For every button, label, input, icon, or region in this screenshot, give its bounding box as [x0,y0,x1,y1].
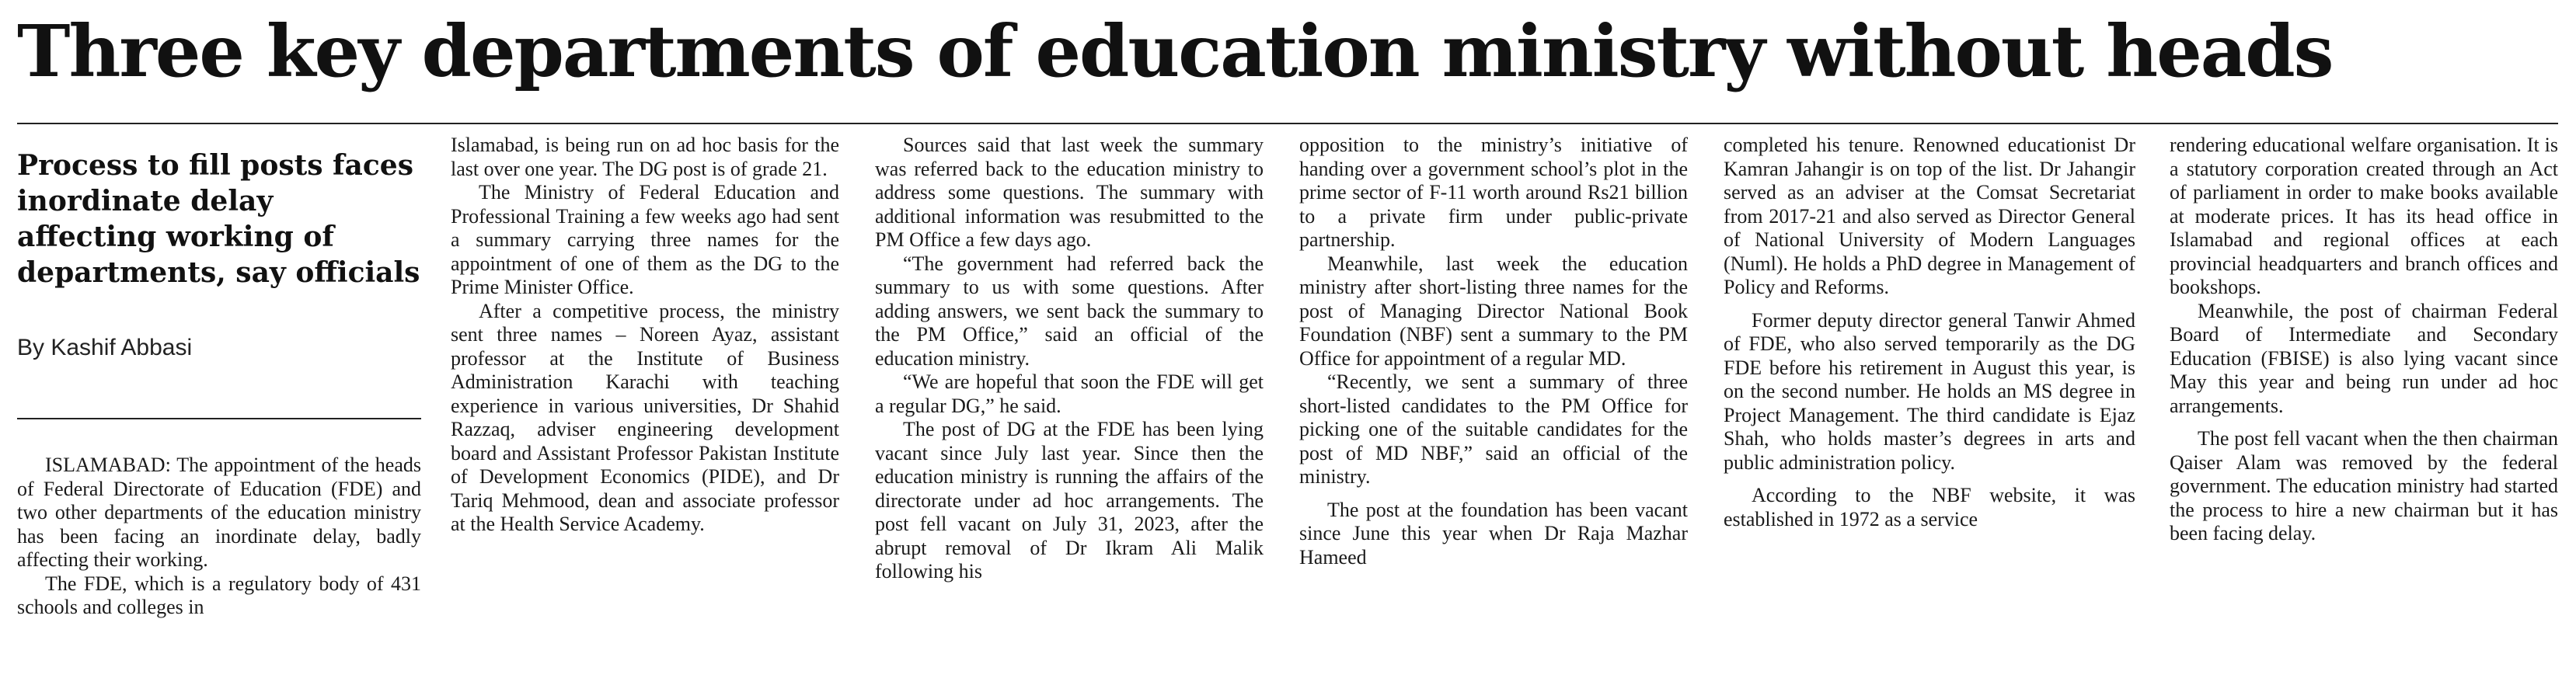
paragraph: Meanwhile, the post of chairman Federal Board of Intermediate and Secondary Education (FBISE) is also lying vacant since May this year and being run under ad hoc arrangements. [2170,299,2558,417]
paragraph: “Recently, we sent a summary of three short-listed candidates to the PM Office for picking one of the suitable candidates for the post of MD NBF,” said an official of the ministry. [1299,370,1688,488]
byline: By Kashif Abbasi [17,335,193,360]
paragraph: The FDE, which is a regulatory body of 431 schools and colleges in [17,572,421,618]
column-1 [17,134,421,688]
paragraph-continued: Islamabad, is being run on ad hoc basis for the last over one year. The DG post is of grade 21. [451,134,839,180]
paragraph: According to the NBF website, it was established in 1972 as a service [1724,484,2135,530]
paragraph-continued: rendering educational welfare organisation. It is a statutory corporation created through an Act of parliament in order to make books available at moderate prices. It has its head office in Islamabad and regional offices at each provincial headquarters and branch offices and bookshops. [2170,134,2558,298]
paragraph: The post fell vacant when the then chairman Qaiser Alam was removed by the federal government. The education ministry had started the process to hire a new chairman but it has been facing delay. [2170,427,2558,544]
paragraph: The post at the foundation has been vacant since June this year when Dr Raja Mazhar Hameed [1299,498,1688,569]
paragraph: “The government had referred back the summary to us with some questions. After adding answers, we sent back the summary to the PM Office,” said an official of the education ministry. [875,252,1264,370]
column-1-body [17,454,421,620]
headline-rule [17,123,2558,124]
paragraph: Meanwhile, last week the education ministry after short-listing three names for the post of Managing Director National Book Foundation (NBF) sent a summary to the PM Office for appointment of a regular MD. [1299,252,1688,370]
paragraph: “We are hopeful that soon the FDE will get a regular DG,” he said. [875,370,1264,417]
subheadline: Process to fill posts faces inordinate delay affecting working of departments, say officials [17,149,420,289]
column-4 [1299,134,1688,688]
paragraph: After a competitive process, the ministry sent three names – Noreen Ayaz, assistant professor at the Institute of Business Administration Karachi with teaching experience in various universities, Dr Shahid Razzaq, adviser engineering development board and Assistant Professor Pakistan Institute of Development Economics (PIDE), and Dr Tariq Mehmood, dean and associate professor at the Health Service Academy. [451,299,839,535]
paragraph: Former deputy director general Tanwir Ahmed of FDE, who also served temporarily as the DG FDE before his retirement in August this year, is on the second number. He holds an MS degree in Project Management. The third candidate is Ejaz Shah, who holds master’s degrees in arts and public administration policy. [1724,308,2135,474]
paragraph: The post of DG at the FDE has been lying vacant since July last year. Since then the education ministry is running the affairs of the directorate under ad hoc arrangements. The post fell vacant on July 31, 2023, after the abrupt removal of Dr Ikram Ali Malik following his [875,418,1264,582]
headline: Three key departments of education ministry without heads [17,9,2333,93]
paragraph-continued: opposition to the ministry’s initiative of handing over a government school’s plot in the prime sector of F-11 worth around Rs21 billion to a private firm under public-private partnership. [1299,134,1688,251]
paragraph: ISLAMABAD: The appointment of the heads of Federal Directorate of Education (FDE) and two other departments of the education ministry has been facing an inordinate delay, badly affecting their working. [17,454,421,571]
paragraph: The Ministry of Federal Education and Professional Training a few weeks ago had sent a summary carrying three names for the appointment of one of them as the DG to the Prime Minister Office. [451,181,839,298]
paragraph-continued: completed his tenure. Renowned educationist Dr Kamran Jahangir is on top of the list. Dr Jahangir served as an adviser at the Comsat Secretariat from 2017-21 and also served as Director General of National University of Modern Languages (Numl). He holds a PhD degree in Management of Policy and Reforms. [1724,134,2135,298]
byline-rule [17,418,421,419]
column-5 [1724,134,2135,688]
column-6 [2170,134,2558,688]
column-3 [875,134,1264,688]
paragraph: Sources said that last week the summary was referred back to the education ministry to address some questions. The summary with additional information was resubmitted to the PM Office a few days ago. [875,134,1264,251]
column-2 [451,134,839,688]
